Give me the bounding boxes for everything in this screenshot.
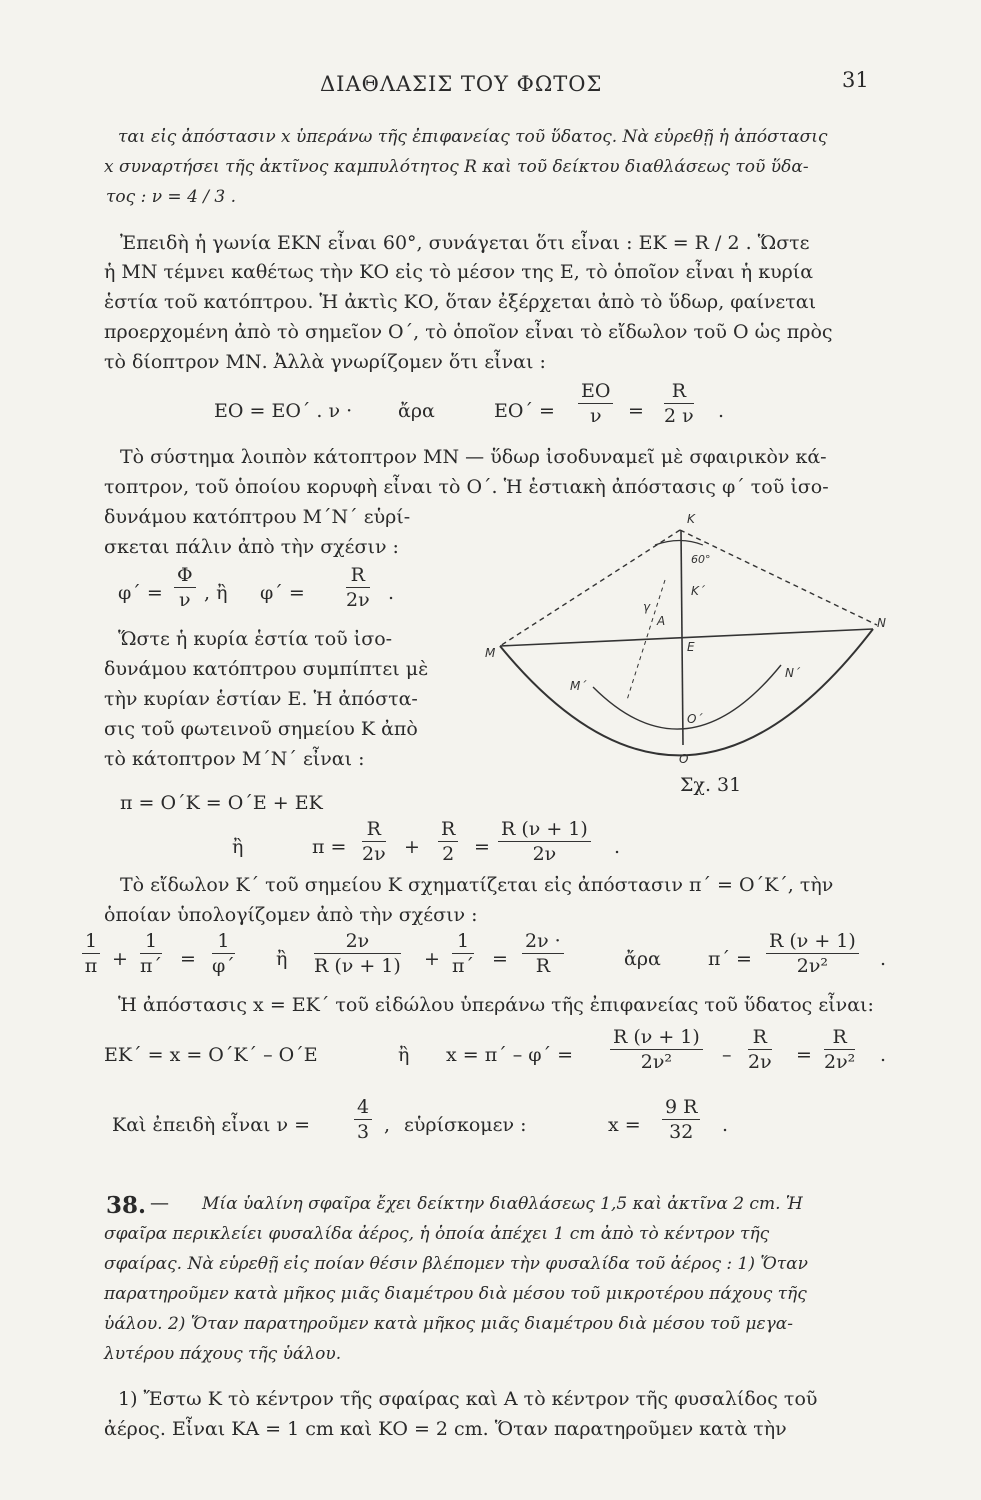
eq3-equals: = [474, 836, 490, 858]
eq5-fraction-2: $\frac{R}{2\nu}$ [748, 1026, 772, 1073]
eq4-fraction-3: $\frac{1}{\varphi΄}$ [212, 930, 235, 977]
eq5-fraction-1: $\frac{R (\nu + 1)}{\text{2ν²}}$ [610, 1028, 703, 1072]
eq2-fraction-1: $\frac{\Phi}{\nu}$ [174, 566, 196, 610]
eq4-fraction-2: $\frac{1}{\pi΄}$ [140, 930, 162, 977]
eq3-fraction-1: $\frac{R}{2\nu}$ [362, 818, 386, 865]
eq2-fraction-2: $\frac{R}{2\nu}$ [346, 564, 370, 611]
eq4-equals-2: = [492, 948, 508, 970]
problem38-line-5: ὑάλου. 2) Ὅταν παρατηροῦμεν κατὰ μῆκος μιᾶς διαμέτρου διὰ μέσου τοῦ μεγα- [104, 1314, 793, 1334]
eq6-fraction-2: $\frac{9 R}{32}$ [662, 1098, 700, 1142]
eq4-fraction-4: $\frac{2\nu}{R (\nu + 1)}$ [314, 930, 401, 977]
label-k: K [687, 512, 695, 526]
eq3-pi: π = [312, 836, 347, 858]
para4-line-2: ὁποίαν ὑπολογίζομεν ἀπὸ τὴν σχέσιν : [104, 904, 478, 926]
eq5-lhs: ΕΚ΄ = x = Ο΄Κ΄ – Ο΄Ε [104, 1044, 318, 1066]
eq2-end: . [388, 582, 395, 604]
running-title: ΔΙΑΘΛΑΣΙΣ ΤΟΥ ΦΩΤΟΣ [320, 72, 603, 96]
label-m: M [485, 646, 496, 660]
eq3-plus: + [404, 836, 420, 858]
label-e: E [687, 640, 695, 654]
intro-line-2: x συναρτήσει τῆς ἀκτῖνος καμπυλότητος R καὶ τοῦ δείκτου διαθλάσεως τοῦ ὕδα- [104, 157, 809, 177]
axis-ko [681, 530, 683, 745]
intro-line-1: ται εἰς ἀπόστασιν x ὑπεράνω τῆς ἐπιφανείας τοῦ ὕδατος. Νὰ εὑρεθῇ ἡ ἀπόστασις [118, 127, 828, 147]
eq4-fraction-7: $\frac{R (\nu + 1)}{\text{2ν²}}$ [766, 932, 859, 976]
eq1-fraction-1: $\frac{EO}{\nu}$ [578, 382, 613, 426]
eq4-pi-prime: π΄ = [708, 948, 752, 970]
para3-line-5: τὸ κάτοπτρον Μ΄Ν΄ εἶναι : [104, 748, 365, 770]
eq3-end: . [614, 836, 621, 858]
ray-k-n [680, 530, 877, 625]
eq5-mid: x = π΄ – φ΄ = [446, 1044, 574, 1066]
eq6-comma: , [384, 1114, 391, 1136]
eq2-lhs-1: φ΄ = [118, 582, 163, 604]
label-gamma: γ [643, 600, 651, 614]
problem-number: 38. [106, 1192, 147, 1219]
eq6-x: x = [608, 1114, 641, 1136]
para2-line-2: τοπτρον, τοῦ ὁποίου κορυφὴ εἶναι τὸ Ο΄. Ἡ ἑστιακὴ ἀπόστασις φ΄ τοῦ ἰσο- [104, 476, 829, 498]
eq1-end: . [718, 400, 725, 422]
para5-line-1: Ἡ ἀπόστασις x = ΕΚ΄ τοῦ εἰδώλου ὑπεράνω τῆς ἐπιφανείας τοῦ ὕδατος εἶναι: [118, 994, 874, 1016]
eq5-minus: – [722, 1044, 732, 1066]
problem38-line-3: σφαίρας. Νὰ εὑρεθῇ εἰς ποίαν θέσιν βλέπομεν τὴν φυσαλίδα τοῦ ἀέρος : 1) Ὅταν [104, 1254, 808, 1274]
eq4-fraction-5: $\frac{1}{\pi΄}$ [452, 930, 474, 977]
problem38-line-6: λυτέρου πάχους τῆς ὑάλου. [104, 1344, 342, 1364]
para2-line-4: σκεται πάλιν ἀπὸ τὴν σχέσιν : [104, 536, 399, 558]
eq5-equals: = [796, 1044, 812, 1066]
eq5-fraction-3: $\frac{R}{\text{2ν²}}$ [824, 1026, 856, 1073]
eq6-text: Καὶ ἐπειδὴ εἶναι ν = [112, 1114, 311, 1136]
eq3-fraction-2: $\frac{R}{2}$ [438, 820, 458, 864]
eq1-ara: ἄρα [398, 400, 435, 422]
eq6-end: . [722, 1114, 729, 1136]
para3-line-1: Ὥστε ἡ κυρία ἑστία τοῦ ἰσο- [118, 628, 393, 650]
label-n: N [877, 616, 886, 630]
eq6-fraction-1: $\frac{4}{3}$ [354, 1098, 372, 1142]
eq1-left: ΕΟ = ΕΟ΄ . ν · [214, 400, 353, 422]
para2-line-1: Τὸ σύστημα λοιπὸν κάτοπτρον ΜΝ — ὕδωρ ἰσοδυναμεῖ μὲ σφαιρικὸν κά- [120, 446, 827, 468]
eq2-lhs-2: φ΄ = [260, 582, 305, 604]
para3-line-2: δυνάμου κατόπτρου συμπίπτει μὲ [104, 658, 429, 680]
label-k-prime: K΄ [691, 584, 705, 598]
para4-line-1: Τὸ εἴδωλον Κ΄ τοῦ σημείου Κ σχηματίζεται εἰς ἀπόστασιν π΄ = Ο΄Κ΄, τὴν [120, 874, 834, 896]
figure-31 [455, 505, 895, 815]
eq3-or: ἢ [232, 836, 244, 858]
eq4-plus-2: + [424, 948, 440, 970]
intro-line-3: τος : ν = 4 / 3 . [106, 187, 237, 207]
eq4-fraction-6: $\frac{2\nu \cdot}{R}$ [522, 932, 564, 976]
eq4-fraction-1: $\frac{1}{\pi}$ [82, 932, 100, 976]
eq2-sep: , ἢ [204, 582, 228, 604]
eq4-ara: ἄρα [624, 948, 661, 970]
eq3-line: π = Ο΄Κ = Ο΄Ε + ΕΚ [120, 792, 323, 814]
eq3-fraction-3: $\frac{R (\nu + 1)}{2\nu}$ [498, 820, 591, 864]
para3-line-4: σις τοῦ φωτεινοῦ σημείου Κ ἀπὸ [104, 718, 418, 740]
ray-k-m [500, 530, 680, 646]
problem-dash: — [150, 1192, 169, 1214]
page-header [0, 66, 981, 106]
eq1-equals: = [628, 400, 644, 422]
eq1-eo-prime: ΕΟ΄ = [494, 400, 555, 422]
para1-line-2: ἡ ΜΝ τέμνει καθέτως τὴν ΚΟ εἰς τὸ μέσον της Ε, τὸ ὁποῖον εἶναι ἡ κυρία [104, 261, 814, 283]
label-o-prime: O΄ [687, 712, 703, 726]
solution38-line-1: 1) Ἔστω Κ τὸ κέντρον τῆς σφαίρας καὶ Α τὸ κέντρον τῆς φυσαλίδος τοῦ [118, 1388, 818, 1410]
eq6-find: εὑρίσκομεν : [404, 1114, 527, 1136]
label-o: O [679, 752, 689, 766]
eq5-end: . [880, 1044, 887, 1066]
page-number: 31 [842, 68, 869, 92]
label-n-prime: N΄ [785, 666, 800, 680]
para2-line-3: δυνάμου κατόπτρου Μ΄Ν΄ εὑρί- [104, 506, 411, 528]
eq5-or: ἢ [398, 1044, 410, 1066]
para1-line-1: Ἐπειδὴ ἡ γωνία ΕΚΝ εἶναι 60°, συνάγεται ὅτι εἶναι : ΕΚ = R / 2 . Ὥστε [120, 232, 810, 254]
eq4-end: . [880, 948, 887, 970]
figure-caption: Σχ. 31 [680, 774, 742, 796]
eq4-equals-1: = [180, 948, 196, 970]
label-angle: 60° [691, 553, 711, 566]
eq4-or: ἢ [276, 948, 288, 970]
problem38-line-2: σφαῖρα περικλείει φυσαλίδα ἀέρος, ἡ ὁποία ἀπέχει 1 cm ἀπὸ τὸ κέντρον τῆς [104, 1224, 770, 1244]
problem38-line-4: παρατηροῦμεν κατὰ μῆκος μιᾶς διαμέτρου διὰ μέσου τοῦ μικροτέρου πάχους τῆς [104, 1284, 807, 1304]
solution38-line-2: ἀέρος. Εἶναι ΚΑ = 1 cm καὶ ΚΟ = 2 cm. Ὅταν παρατηροῦμεν κατὰ τὴν [104, 1418, 787, 1440]
label-a: A [657, 614, 666, 628]
problem38-line-1: Μία ὑαλίνη σφαῖρα ἔχει δείκτην διαθλάσεως 1,5 καὶ ἀκτῖνα 2 cm. Ἡ [202, 1194, 803, 1214]
para1-line-4: προερχομένη ἀπὸ τὸ σημεῖον Ο΄, τὸ ὁποῖον εἶναι τὸ εἴδωλον τοῦ Ο ὡς πρὸς [104, 321, 833, 343]
para1-line-3: ἑστία τοῦ κατόπτρου. Ἡ ἀκτὶς ΚΟ, ὅταν ἐξέρχεται ἀπὸ τὸ ὕδωρ, φαίνεται [104, 291, 817, 313]
para3-line-3: τὴν κυρίαν ἑστίαν Ε. Ἡ ἀπόστα- [104, 688, 418, 710]
para1-line-5: τὸ δίοπτρον ΜΝ. Ἀλλὰ γνωρίζομεν ὅτι εἶναι : [104, 351, 546, 373]
label-m-prime: M΄ [570, 679, 587, 693]
eq1-fraction-2: $\frac{R}{2 \nu}$ [664, 380, 694, 427]
eq4-plus-1: + [112, 948, 128, 970]
